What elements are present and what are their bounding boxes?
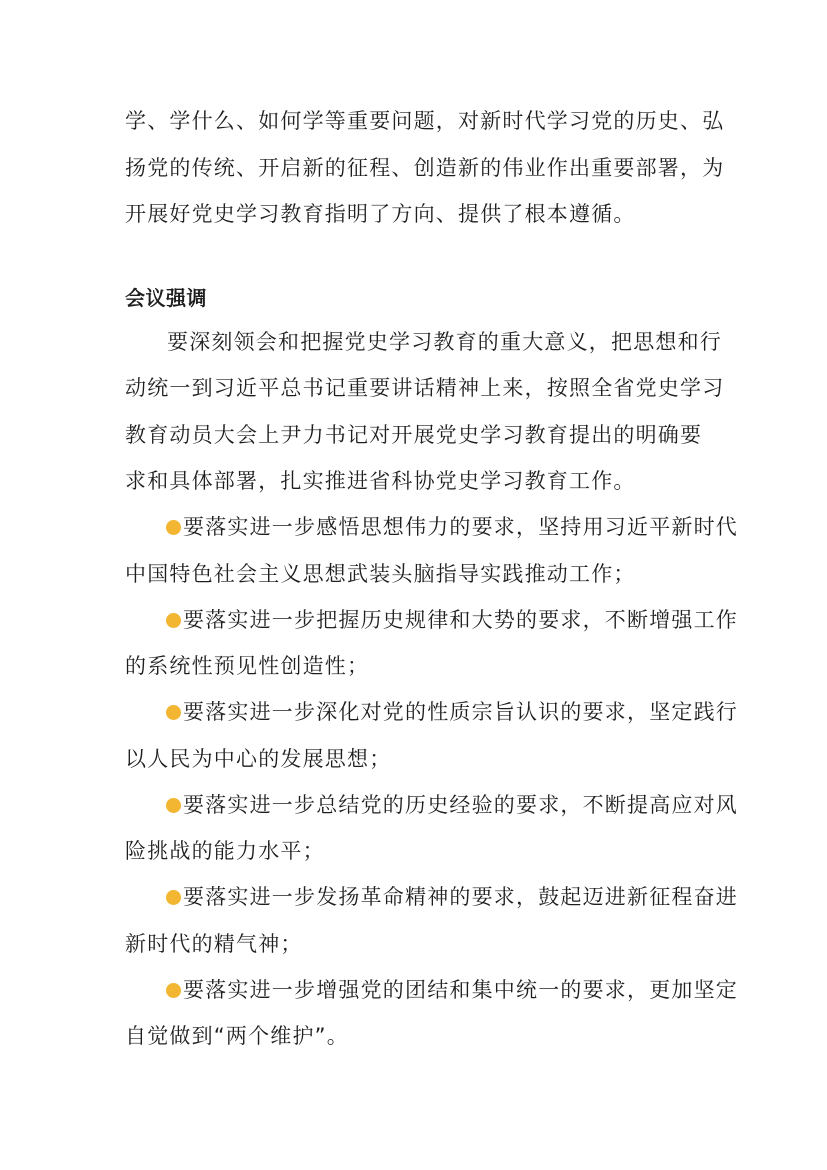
bullet-continuation-line: 新时代的精气神；: [125, 932, 303, 956]
paragraph-line: 教育动员大会上尹力书记对开展党史学习教育提出的明确要: [125, 423, 703, 447]
bullet-continuation-line: 中国特色社会主义思想武装头脑指导实践推动工作；: [125, 562, 636, 586]
bullet-dot-icon: [166, 890, 181, 905]
bullet-text: 要落实进一步深化对党的性质宗旨认识的要求，坚定践行: [183, 700, 738, 724]
bullet-dot-icon: [166, 983, 181, 998]
bullet-text: 要落实进一步发扬革命精神的要求，鼓起迈进新征程奋进: [183, 885, 738, 909]
bullet-item-line: [166, 882, 738, 912]
bullet-dot-icon: [166, 613, 181, 628]
bullet-dot-icon: [166, 705, 181, 720]
section-heading: 会议强调: [125, 286, 207, 310]
bullet-dot-icon: [166, 798, 181, 813]
bullet-continuation-line: 的系统性预见性创造性；: [125, 654, 370, 678]
bullet-item-line: [166, 512, 738, 542]
intro-line: 扬党的传统、开启新的征程、创造新的伟业作出重要部署，为: [125, 156, 725, 180]
bullet-item-line: [166, 697, 738, 727]
bullet-text: 要落实进一步感悟思想伟力的要求，坚持用习近平新时代: [183, 515, 738, 539]
paragraph-line: 动统一到习近平总书记重要讲话精神上来，按照全省党史学习: [125, 376, 725, 400]
bullet-dot-icon: [166, 520, 181, 535]
bullet-continuation-line: 险挑战的能力水平；: [125, 839, 325, 863]
intro-line: 开展好党史学习教育指明了方向、提供了根本遵循。: [125, 202, 636, 226]
paragraph-line: 要深刻领会和把握党史学习教育的重大意义，把思想和行: [167, 330, 722, 354]
bullet-text: 要落实进一步增强党的团结和集中统一的要求，更加坚定: [183, 978, 738, 1002]
intro-line: 学、学什么、如何学等重要问题，对新时代学习党的历史、弘: [125, 109, 725, 133]
bullet-item-line: [166, 605, 738, 635]
paragraph-line: 求和具体部署，扎实推进省科协党史学习教育工作。: [125, 469, 636, 493]
bullet-continuation-line: 以人民为中心的发展思想；: [125, 747, 392, 771]
bullet-continuation-line: 自觉做到“两个维护”。: [125, 1024, 349, 1048]
bullet-text: 要落实进一步把握历史规律和大势的要求，不断增强工作: [183, 608, 738, 632]
bullet-text: 要落实进一步总结党的历史经验的要求，不断提高应对风: [183, 793, 738, 817]
bullet-item-line: [166, 975, 738, 1005]
bullet-item-line: [166, 790, 738, 820]
